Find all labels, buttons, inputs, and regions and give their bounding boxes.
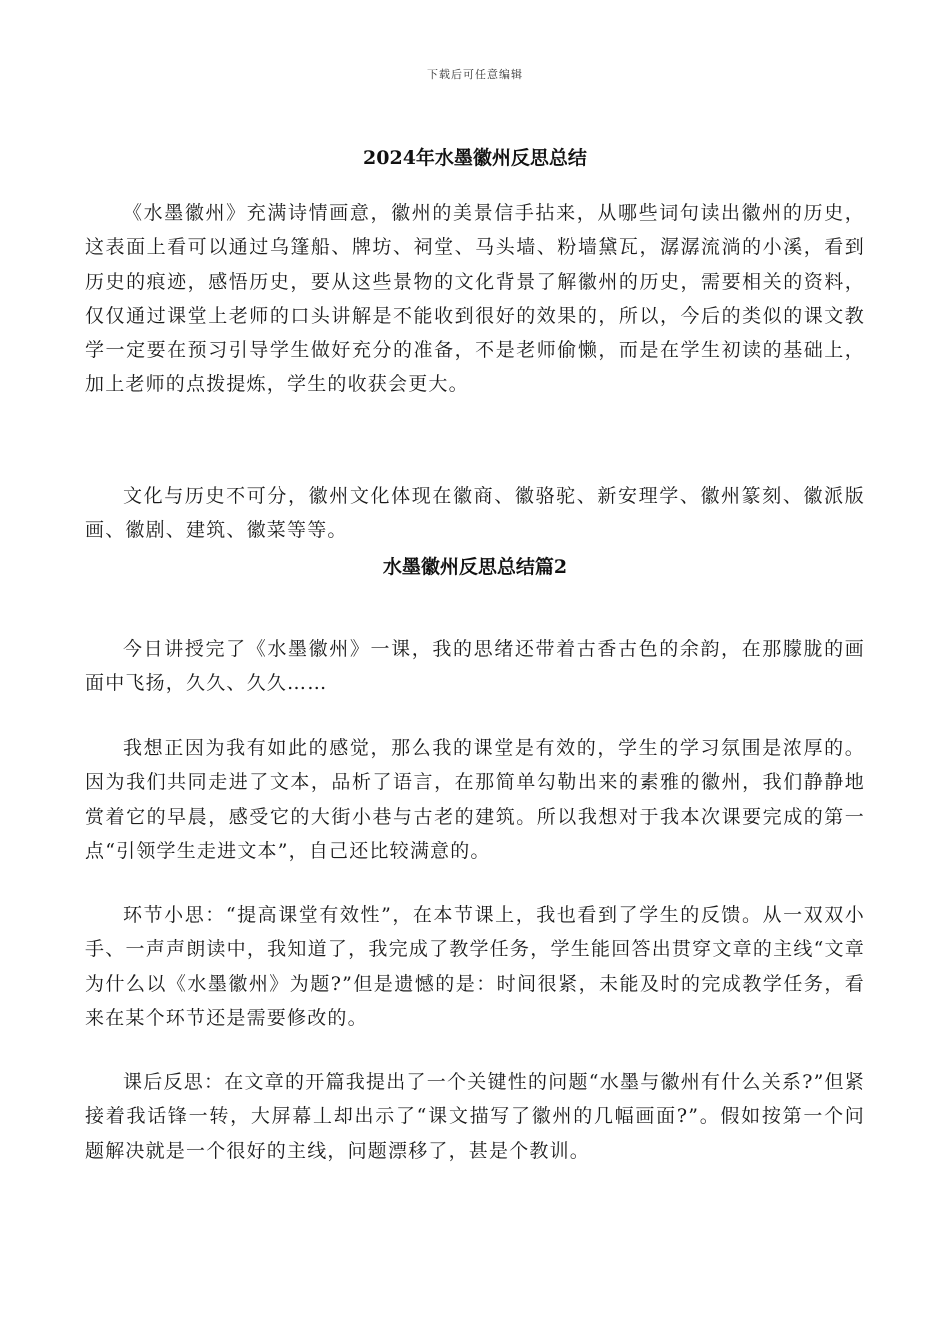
- paragraph-lesson-done: 今日讲授完了《水墨徽州》一课，我的思绪还带着古香古色的余韵，在那朦胧的画面中飞扬，久久、久久……: [85, 638, 865, 695]
- page-header-note: 下载后可任意编辑: [427, 68, 523, 81]
- document-title: 2024年水墨徽州反思总结: [363, 147, 587, 169]
- paragraph-after-class-reflection: 课后反思：在文章的开篇我提出了一个关键性的问题“水墨与徽州有什么关系?”但紧接着我话锋一转，大屏幕丄却出示了“课文描写了徽州的几幅画面?”。假如按第一个问题解决就是一个很好的主线，问题漂移了，甚是个教训。: [85, 1071, 865, 1162]
- paragraph-culture: 文化与历史不可分，徽州文化体现在徽商、徽骆驼、新安理学、徽州篆刻、徽派版画、徽剧、建筑、徽菜等等。: [85, 485, 865, 542]
- paragraph-intro: 《水墨徽州》充满诗情画意，徽州的美景信手拈来，从哪些词句读出徽州的历史，这表面上看可以通过乌篷船、牌坊、祠堂、马头墙、粉墙黛瓦，潺潺流淌的小溪，看到历史的痕迹，感悟历史，要从这些景物的文化背景了解徽州的历史，需要相关的资料，仅仅通过课堂上老师的口头讲解是不能收到很好的效果的，所以，今后的类似的课文教学一定要在预习引导学生做好充分的准备，不是老师偷懒，而是在学生初读的基础上，加上老师的点拨提炼，学生的收获会更大。: [85, 202, 865, 396]
- section-2-title: 水墨徽州反思总结篇2: [382, 556, 568, 578]
- paragraph-section-reflection: 环节小思：“提高课堂有效性”，在本节课上，我也看到了学生的反馈。从一双双小手、一声声朗读中，我知道了，我完成了教学任务，学生能回答出贯穿文章的主线“文章为什么以《水墨徽州》为题?”但是遗憾的是：时间很紧，未能及时的完成教学任务，看来在某个环节还是需要修改的。: [85, 904, 865, 1029]
- paragraph-effective-class: 我想正因为我有如此的感觉，那么我的课堂是有效的，学生的学习氛围是浓厚的。因为我们共同走进了文本，品析了语言，在那简单勾勒出来的素雅的徽州，我们静静地赏着它的早晨，感受它的大街小巷与古老的建筑。所以我想对于我本次课要完成的第一点“引领学生走进文本”，自己还比较满意的。: [85, 737, 865, 862]
